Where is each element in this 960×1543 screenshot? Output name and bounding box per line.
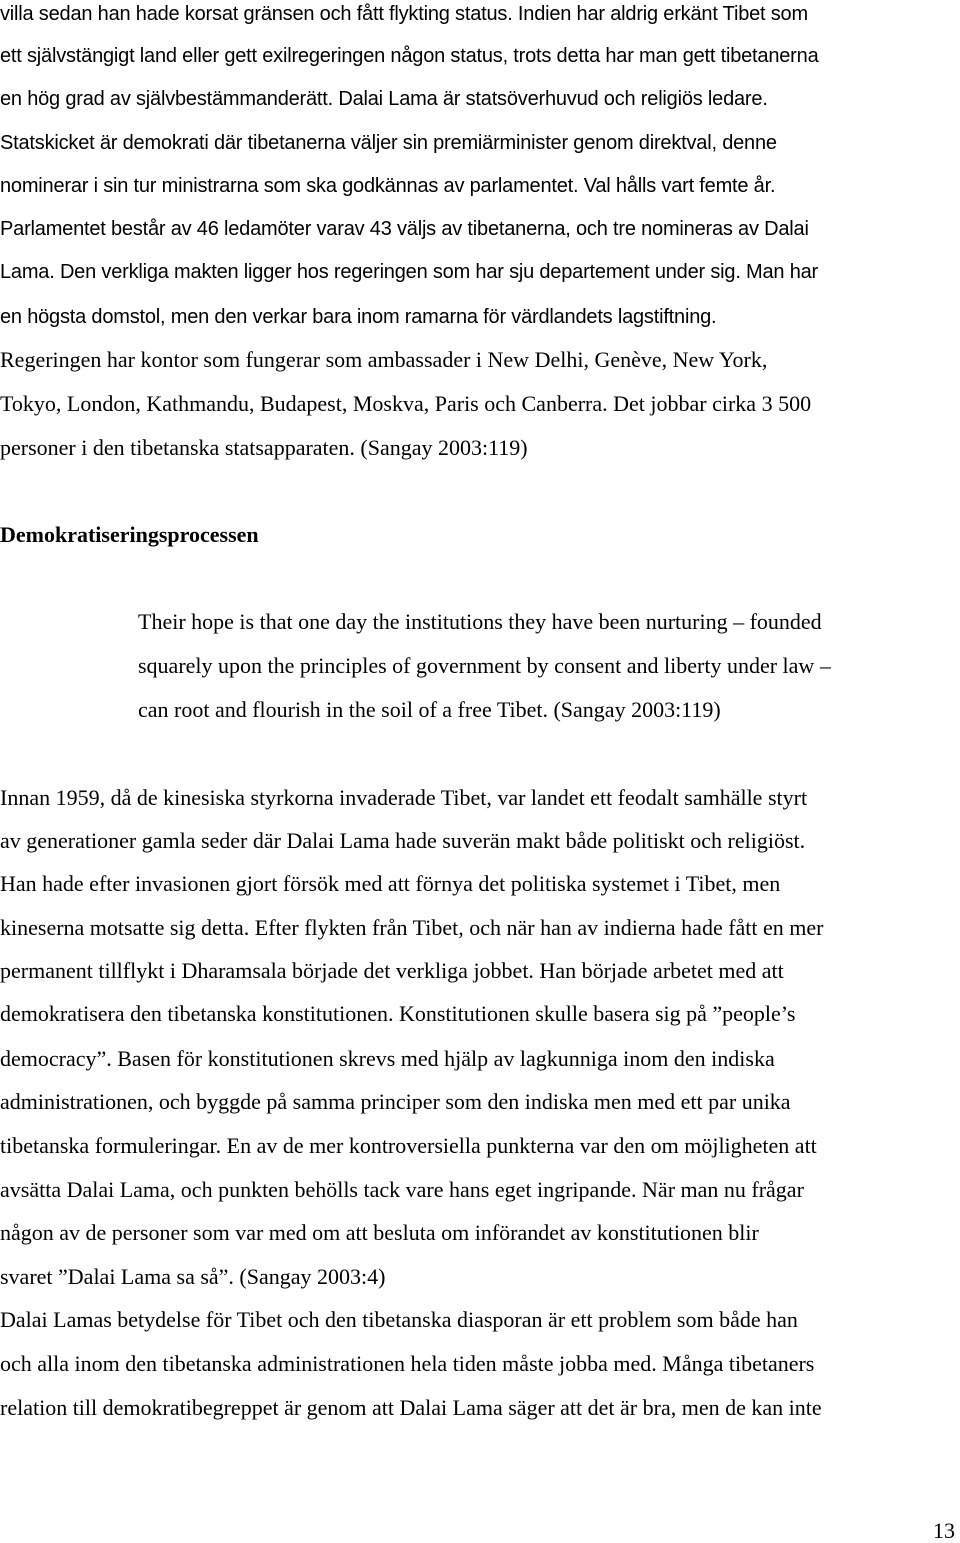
intro-text-line: Parlamentet består av 46 ledamöter varav 43 väljs av tibetanerna, och tre nomineras av Dalai	[0, 218, 809, 240]
section-heading: Demokratiseringsprocessen	[0, 522, 259, 547]
body-text-line: någon av de personer som var med om att besluta om införandet av konstitutionen blir	[0, 1220, 759, 1245]
body-text-line: kineserna motsatte sig detta. Efter flykten från Tibet, och när han av indierna hade fått en mer	[0, 915, 824, 940]
intro-text-line: nominerar i sin tur ministrarna som ska godkännas av parlamentet. Val hålls vart femte år.	[0, 175, 776, 197]
intro-text-line: villa sedan han hade korsat gränsen och fått flykting status. Indien har aldrig erkänt Tibet som	[0, 3, 808, 25]
quote-text-line: Their hope is that one day the institutions they have been nurturing – founded	[138, 609, 822, 634]
body-text-line: svaret ”Dalai Lama sa så”. (Sangay 2003:4)	[0, 1264, 386, 1289]
body-text-line: demokratisera den tibetanska konstitutionen. Konstitutionen skulle basera sig på ”people’s	[0, 1001, 796, 1026]
body-text-line: relation till demokratibegreppet är genom att Dalai Lama säger att det är bra, men de kan inte	[0, 1395, 822, 1420]
intro-text-line: ett självstängigt land eller gett exilregeringen någon status, trots detta har man gett tibetanerna	[0, 45, 819, 67]
intro-text-line: en hög grad av självbestämmanderätt. Dalai Lama är statsöverhuvud och religiös ledare.	[0, 88, 768, 110]
body-text-line: tibetanska formuleringar. En av de mer kontroversiella punkterna var den om möjligheten att	[0, 1133, 817, 1158]
body-text-line: administrationen, och byggde på samma principer som den indiska men med ett par unika	[0, 1089, 791, 1114]
intro-text-line: personer i den tibetanska statsapparaten. (Sangay 2003:119)	[0, 435, 528, 460]
page-number: 13	[933, 1518, 955, 1543]
body-text-line: Han hade efter invasionen gjort försök med att förnya det politiska systemet i Tibet, men	[0, 871, 781, 896]
intro-text-line: Tokyo, London, Kathmandu, Budapest, Moskva, Paris och Canberra. Det jobbar cirka 3 500	[0, 391, 812, 416]
quote-text-line: can root and flourish in the soil of a free Tibet. (Sangay 2003:119)	[138, 697, 721, 722]
quote-text-line: squarely upon the principles of government by consent and liberty under law –	[138, 653, 831, 678]
body-text-line: democracy”. Basen för konstitutionen skrevs med hjälp av lagkunniga inom den indiska	[0, 1046, 775, 1071]
body-text-line: av generationer gamla seder där Dalai Lama hade suverän makt både politiskt och religiöst.	[0, 828, 806, 853]
body-text-line: Innan 1959, då de kinesiska styrkorna invaderade Tibet, var landet ett feodalt samhälle styrt	[0, 785, 808, 810]
body-text-line: permanent tillflykt i Dharamsala började det verkliga jobbet. Han började arbetet med att	[0, 958, 784, 983]
body-text-line: avsätta Dalai Lama, och punkten behölls tack vare hans eget ingripande. När man nu frågar	[0, 1177, 804, 1202]
body-text-line: och alla inom den tibetanska administrationen hela tiden måste jobba med. Många tibetaners	[0, 1351, 815, 1376]
intro-text-line: en högsta domstol, men den verkar bara inom ramarna för värdlandets lagstiftning.	[0, 306, 717, 328]
intro-text-line: Statskicket är demokrati där tibetanerna väljer sin premiärminister genom direktval, denne	[0, 132, 777, 154]
intro-text-line: Lama. Den verkliga makten ligger hos regeringen som har sju departement under sig. Man har	[0, 261, 818, 283]
intro-text-line: Regeringen har kontor som fungerar som ambassader i New Delhi, Genève, New York,	[0, 347, 768, 372]
body-text-line: Dalai Lamas betydelse för Tibet och den tibetanska diasporan är ett problem som både han	[0, 1307, 798, 1332]
